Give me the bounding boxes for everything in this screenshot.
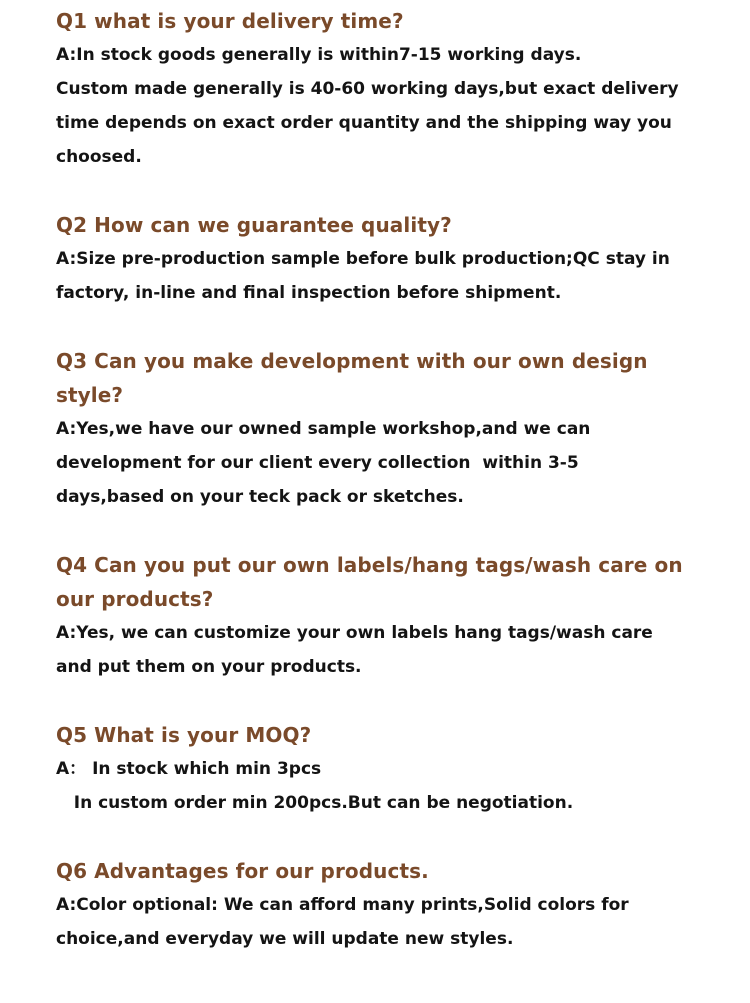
faq-answer-line: In custom order min 200pcs.But can be negotiation. [56,793,574,813]
faq-question: Q1 what is your delivery time? [56,9,404,33]
faq-item-q6 [56,854,736,956]
faq-answer-line: Custom made generally is 40-60 working days,but exact delivery [56,79,679,99]
faq-item-q1 [56,4,736,174]
faq-item-q2 [56,208,736,310]
faq-item-q3 [56,344,736,514]
faq-question: Q2 How can we guarantee quality? [56,213,452,237]
faq-answer-line: A:Size pre-production sample before bulk production;QC stay in [56,249,670,269]
faq-answer-line: factory, in-line and final inspection before shipment. [56,283,562,303]
faq-answer-line: development for our client every collection within 3-5 [56,453,579,473]
faq-answer-line: A:In stock goods generally is within7-15 working days. [56,45,582,65]
faq-answer-line: A： In stock which min 3pcs [56,759,322,779]
faq-answer-line: and put them on your products. [56,657,362,677]
faq-answer-line: choosed. [56,147,142,167]
faq-question: Q5 What is your MOQ? [56,723,312,747]
faq-answer-line: choice,and everyday we will update new styles. [56,929,514,949]
faq-list [56,4,736,990]
faq-question: Q6 Advantages for our products. [56,859,429,883]
faq-item-q4 [56,548,736,684]
faq-answer-line: time depends on exact order quantity and the shipping way you [56,113,672,133]
faq-answer-line: A:Color optional: We can afford many prints,Solid colors for [56,895,629,915]
faq-answer-line: A:Yes, we can customize your own labels hang tags/wash care [56,623,653,643]
faq-answer-line: days,based on your teck pack or sketches. [56,487,464,507]
faq-item-q5 [56,718,736,820]
faq-question: Q3 Can you make development with our own design style? [56,349,648,407]
faq-answer-line: A:Yes,we have our owned sample workshop,and we can [56,419,591,439]
faq-question: Q4 Can you put our own labels/hang tags/wash care on our products? [56,553,683,611]
